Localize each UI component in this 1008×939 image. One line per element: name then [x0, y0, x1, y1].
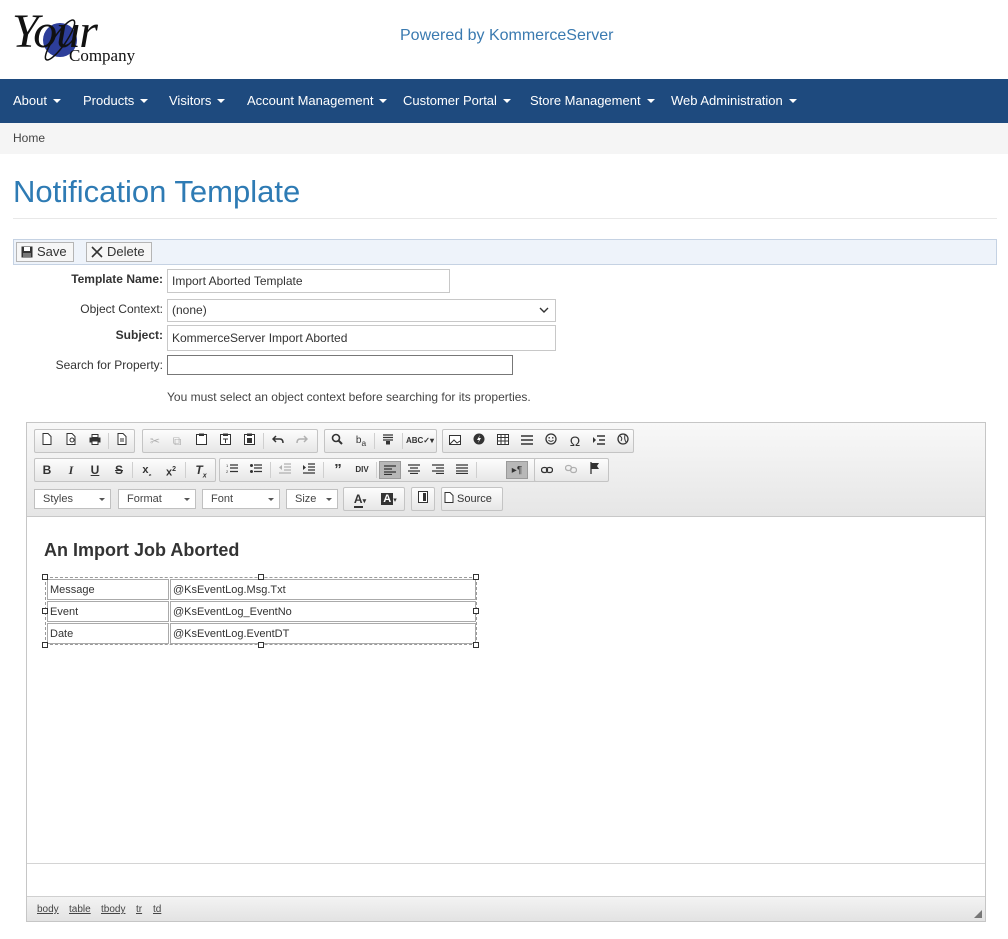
- background-color-icon[interactable]: A ▾: [383, 493, 397, 505]
- table-cell-label[interactable]: Message: [47, 579, 169, 600]
- paste-text-icon[interactable]: [214, 432, 236, 450]
- paste-word-icon[interactable]: [238, 432, 260, 450]
- breadcrumb-home[interactable]: Home: [13, 131, 46, 145]
- main-navbar: [0, 79, 1008, 123]
- nav-products-label: Products: [83, 93, 135, 108]
- nav-customer-portal[interactable]: [403, 79, 511, 123]
- font-dropdown[interactable]: [202, 489, 280, 509]
- table-cell-value[interactable]: @KsEventLog.EventDT: [170, 623, 476, 644]
- nav-customer-portal-label: Customer Portal: [403, 93, 497, 108]
- div-container-icon[interactable]: DIV: [355, 465, 369, 474]
- blockquote-icon[interactable]: ”: [334, 461, 342, 478]
- nav-web-administration-label: Web Administration: [671, 93, 783, 108]
- rich-text-editor: [26, 422, 986, 922]
- delete-label: Delete: [107, 244, 145, 259]
- subject-input[interactable]: [167, 325, 556, 351]
- search-property-label: Search for Property:: [55, 358, 163, 372]
- unlink-icon[interactable]: [560, 461, 582, 479]
- table-cell-label[interactable]: Date: [47, 623, 169, 644]
- path-table[interactable]: table: [69, 904, 91, 915]
- source-icon: [444, 492, 454, 503]
- editor-content[interactable]: [27, 518, 985, 863]
- maximize-group: [411, 487, 435, 511]
- copy-icon[interactable]: ⧉: [172, 434, 182, 448]
- iframe-icon[interactable]: [612, 432, 634, 450]
- editor-divider: [27, 863, 985, 864]
- nav-visitors[interactable]: [169, 79, 225, 123]
- link-icon[interactable]: [536, 461, 558, 479]
- redo-icon[interactable]: [291, 432, 313, 450]
- editor-resize-grip-icon[interactable]: [974, 910, 982, 918]
- resize-handle[interactable]: [473, 642, 479, 648]
- resize-handle[interactable]: [42, 574, 48, 580]
- strikethrough-icon[interactable]: S: [114, 463, 123, 477]
- chevron-down-icon: [789, 99, 797, 103]
- image-icon[interactable]: [444, 432, 466, 450]
- bold-icon[interactable]: B: [42, 463, 52, 477]
- horizontal-rule-icon[interactable]: [516, 432, 538, 450]
- align-center-icon[interactable]: [403, 461, 425, 479]
- select-all-icon[interactable]: [377, 432, 399, 450]
- separator: [376, 462, 377, 478]
- company-logo[interactable]: [12, 4, 152, 68]
- resize-handle[interactable]: [42, 642, 48, 648]
- editor-toolbar: [27, 423, 985, 517]
- replace-icon[interactable]: $b_a$: [355, 435, 367, 448]
- italic-icon[interactable]: I: [68, 463, 74, 477]
- separator: [185, 462, 186, 478]
- table-cell-value[interactable]: @KsEventLog_EventNo: [170, 601, 476, 622]
- paragraph-group: [219, 458, 555, 482]
- logo-subtext: Company: [69, 46, 136, 65]
- justify-icon[interactable]: [451, 461, 473, 479]
- chevron-down-icon: [379, 99, 387, 103]
- insert-group: [442, 429, 634, 453]
- nav-products[interactable]: [83, 79, 148, 123]
- nav-about-label: About: [13, 93, 47, 108]
- path-td[interactable]: td: [153, 904, 162, 915]
- new-page-icon[interactable]: [36, 432, 58, 450]
- chevron-down-icon: [217, 99, 225, 103]
- table-cell-label[interactable]: Event: [47, 601, 169, 622]
- outdent-icon[interactable]: [274, 461, 296, 479]
- search-property-input[interactable]: [167, 355, 513, 375]
- delete-button[interactable]: [86, 242, 152, 262]
- object-context-label: Object Context:: [80, 302, 163, 316]
- text-color-icon[interactable]: A▾: [353, 492, 367, 506]
- basic-styles-group: [34, 458, 216, 482]
- nav-store-management-label: Store Management: [530, 93, 641, 108]
- subject-label: Subject:: [115, 328, 163, 342]
- colors-group: [343, 487, 405, 511]
- floppy-disk-icon: [21, 246, 33, 258]
- source-label: Source: [457, 493, 492, 505]
- object-context-select[interactable]: [167, 299, 556, 322]
- special-char-icon[interactable]: Ω: [569, 433, 581, 449]
- separator: [374, 433, 375, 449]
- numbered-list-icon[interactable]: [221, 461, 243, 479]
- chevron-down-icon: [268, 498, 274, 501]
- source-button[interactable]: [444, 490, 501, 508]
- bulleted-list-icon[interactable]: [245, 461, 267, 479]
- svg-text:2: 2: [226, 469, 229, 474]
- editor-status-bar: [27, 896, 985, 921]
- chevron-down-icon: [140, 99, 148, 103]
- help-text: You must select an object context before searching for its properties.: [167, 390, 531, 404]
- spellcheck-icon[interactable]: ABC✓▾: [405, 436, 435, 445]
- separator: [263, 433, 264, 449]
- separator: [476, 462, 477, 478]
- table-icon[interactable]: [492, 432, 514, 450]
- separator: [270, 462, 271, 478]
- undo-icon[interactable]: [267, 432, 289, 450]
- chevron-down-icon: [326, 498, 332, 501]
- close-icon: [91, 246, 103, 258]
- align-right-icon[interactable]: [427, 461, 449, 479]
- separator: [402, 433, 403, 449]
- chevron-down-icon: [184, 498, 190, 501]
- content-heading[interactable]: An Import Job Aborted: [44, 540, 240, 560]
- separator: [108, 433, 109, 449]
- links-group: [534, 458, 609, 482]
- clipboard-group: [142, 429, 318, 453]
- maximize-icon[interactable]: [412, 490, 434, 508]
- chevron-down-icon: [99, 498, 105, 501]
- resize-handle[interactable]: [258, 642, 264, 648]
- nav-store-management[interactable]: [530, 79, 655, 123]
- source-group: [441, 487, 503, 511]
- breadcrumb: [0, 123, 1008, 154]
- resize-handle[interactable]: [473, 574, 479, 580]
- resize-handle[interactable]: [42, 608, 48, 614]
- nav-account-management-label: Account Management: [247, 93, 374, 108]
- path-tbody[interactable]: tbody: [101, 904, 126, 915]
- indent-icon[interactable]: [298, 461, 320, 479]
- save-label: Save: [37, 244, 67, 259]
- size-dropdown-label: Size: [295, 493, 317, 505]
- object-context-value: (none): [172, 303, 207, 317]
- remove-format-icon[interactable]: $T_x$: [195, 463, 207, 480]
- styles-dropdown-label: Styles: [43, 493, 73, 505]
- cut-icon[interactable]: ✂: [149, 434, 161, 448]
- format-dropdown[interactable]: [118, 489, 196, 509]
- flash-icon[interactable]: [468, 432, 490, 450]
- template-name-input[interactable]: [167, 269, 450, 293]
- chevron-down-icon: [503, 99, 511, 103]
- print-icon[interactable]: [84, 432, 106, 450]
- document-group: [34, 429, 135, 453]
- svg-text:1: 1: [226, 463, 229, 468]
- superscript-icon[interactable]: $x^2$: [165, 466, 177, 479]
- size-dropdown[interactable]: [286, 489, 338, 509]
- page-break-icon[interactable]: [588, 432, 610, 450]
- styles-combos-group: [34, 487, 340, 511]
- separator: [132, 462, 133, 478]
- separator: [323, 462, 324, 478]
- page-title: Notification Template: [13, 174, 301, 209]
- logo-text: Your: [12, 5, 97, 58]
- resize-handle[interactable]: [473, 608, 479, 614]
- nav-web-administration[interactable]: [671, 79, 797, 123]
- powered-by-text: Powered by KommerceServer: [400, 27, 614, 44]
- path-body[interactable]: body: [37, 904, 59, 915]
- action-toolbar: [13, 239, 997, 265]
- templates-icon[interactable]: [111, 432, 133, 450]
- nav-visitors-label: Visitors: [169, 93, 212, 108]
- subscript-icon[interactable]: $x_{_2}$: [142, 464, 152, 479]
- preview-icon[interactable]: [60, 432, 82, 450]
- resize-handle[interactable]: [258, 574, 264, 580]
- chevron-down-icon: [539, 307, 549, 314]
- chevron-down-icon: [53, 99, 61, 103]
- ltr-direction-icon[interactable]: ▸¶: [506, 461, 528, 479]
- title-divider: [13, 218, 997, 219]
- format-dropdown-label: Format: [127, 493, 162, 505]
- nav-about[interactable]: [13, 79, 61, 123]
- font-dropdown-label: Font: [211, 493, 234, 505]
- save-button[interactable]: [16, 242, 74, 262]
- smiley-icon[interactable]: [540, 432, 562, 450]
- find-group: [324, 429, 437, 453]
- underline-icon[interactable]: U: [90, 463, 100, 477]
- chevron-down-icon: [647, 99, 655, 103]
- align-left-icon[interactable]: [379, 461, 401, 479]
- path-tr[interactable]: tr: [136, 904, 143, 915]
- find-icon[interactable]: [326, 432, 348, 450]
- template-name-label: Template Name:: [71, 272, 163, 286]
- content-table[interactable]: [45, 577, 477, 645]
- table-cell-value[interactable]: @KsEventLog.Msg.Txt: [170, 579, 476, 600]
- anchor-flag-icon[interactable]: [584, 461, 606, 479]
- styles-dropdown[interactable]: [34, 489, 111, 509]
- paste-icon[interactable]: [190, 432, 212, 450]
- nav-account-management[interactable]: [247, 79, 387, 123]
